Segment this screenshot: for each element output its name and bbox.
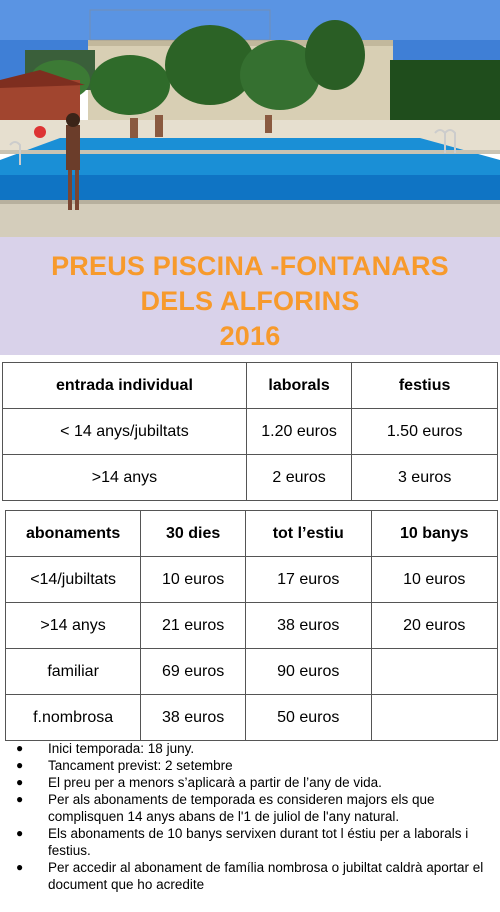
table-cell: 1.50 euros xyxy=(352,409,498,455)
entrance-price-table xyxy=(2,362,498,501)
header-cell: tot l’estiu xyxy=(246,511,372,557)
bullet-icon: ● xyxy=(16,860,24,874)
bullet-icon: ● xyxy=(16,826,24,840)
table-row xyxy=(6,695,498,741)
table-cell: familiar xyxy=(6,649,141,695)
title-banner xyxy=(0,237,500,355)
title-line-1: PREUS PISCINA -FONTANARS xyxy=(51,251,449,281)
table-cell: >14 anys xyxy=(3,455,247,501)
bullet-icon: ● xyxy=(16,775,24,789)
table-cell: 50 euros xyxy=(246,695,372,741)
table-row xyxy=(3,455,498,501)
table-cell: 38 euros xyxy=(141,695,246,741)
table-cell: 10 euros xyxy=(141,557,246,603)
table-cell: 21 euros xyxy=(141,603,246,649)
table-cell: 1.20 euros xyxy=(246,409,351,455)
table-row xyxy=(3,409,498,455)
note-text: Inici temporada: 18 juny. xyxy=(48,741,195,756)
list-item xyxy=(16,774,496,791)
table-cell: 90 euros xyxy=(246,649,372,695)
table-row xyxy=(6,649,498,695)
table-cell: 69 euros xyxy=(141,649,246,695)
table-header-row xyxy=(6,511,498,557)
table-cell: <14/jubiltats xyxy=(6,557,141,603)
bullet-icon: ● xyxy=(16,758,24,772)
note-text: Per als abonaments de temporada es consideren majors els que complisquen 14 anys abans de l'1 de juliol de l'any natural. xyxy=(48,792,435,824)
header-cell: 30 dies xyxy=(141,511,246,557)
bullet-icon: ● xyxy=(16,792,24,806)
table-cell: 38 euros xyxy=(246,603,372,649)
list-item xyxy=(16,740,496,757)
table-row xyxy=(6,603,498,649)
table-cell xyxy=(371,649,498,695)
table-row xyxy=(6,557,498,603)
table-header-row xyxy=(3,363,498,409)
notes-list xyxy=(16,740,496,893)
table-cell: 20 euros xyxy=(371,603,498,649)
table-cell: >14 anys xyxy=(6,603,141,649)
table-cell xyxy=(371,695,498,741)
table-cell: 2 euros xyxy=(246,455,351,501)
header-cell: 10 banys xyxy=(371,511,498,557)
table-cell: f.nombrosa xyxy=(6,695,141,741)
season-pass-table xyxy=(5,510,498,741)
bullet-icon: ● xyxy=(16,741,24,755)
list-item xyxy=(16,791,496,825)
header-cell: festius xyxy=(352,363,498,409)
header-cell: entrada individual xyxy=(3,363,247,409)
pool-photo xyxy=(0,0,500,237)
list-item xyxy=(16,859,496,893)
table-cell: 3 euros xyxy=(352,455,498,501)
table-cell: 17 euros xyxy=(246,557,372,603)
header-cell: abonaments xyxy=(6,511,141,557)
list-item xyxy=(16,825,496,859)
note-text: Tancament previst: 2 setembre xyxy=(48,758,233,773)
title-line-2: DELS ALFORINS xyxy=(140,286,360,316)
note-text: Per accedir al abonament de família nombrosa o jubiltat caldrà aportar el document que ho acredite xyxy=(48,860,484,892)
pool-photo-illustration xyxy=(0,0,500,237)
table-cell: < 14 anys/jubiltats xyxy=(3,409,247,455)
table-cell: 10 euros xyxy=(371,557,498,603)
list-item xyxy=(16,757,496,774)
note-text: El preu per a menors s’aplicarà a partir de l’any de vida. xyxy=(48,775,382,790)
header-cell: laborals xyxy=(246,363,351,409)
note-text: Els abonaments de 10 banys servixen durant tot l éstiu per a laborals i festius. xyxy=(48,826,469,858)
title-line-3: 2016 xyxy=(219,321,281,351)
